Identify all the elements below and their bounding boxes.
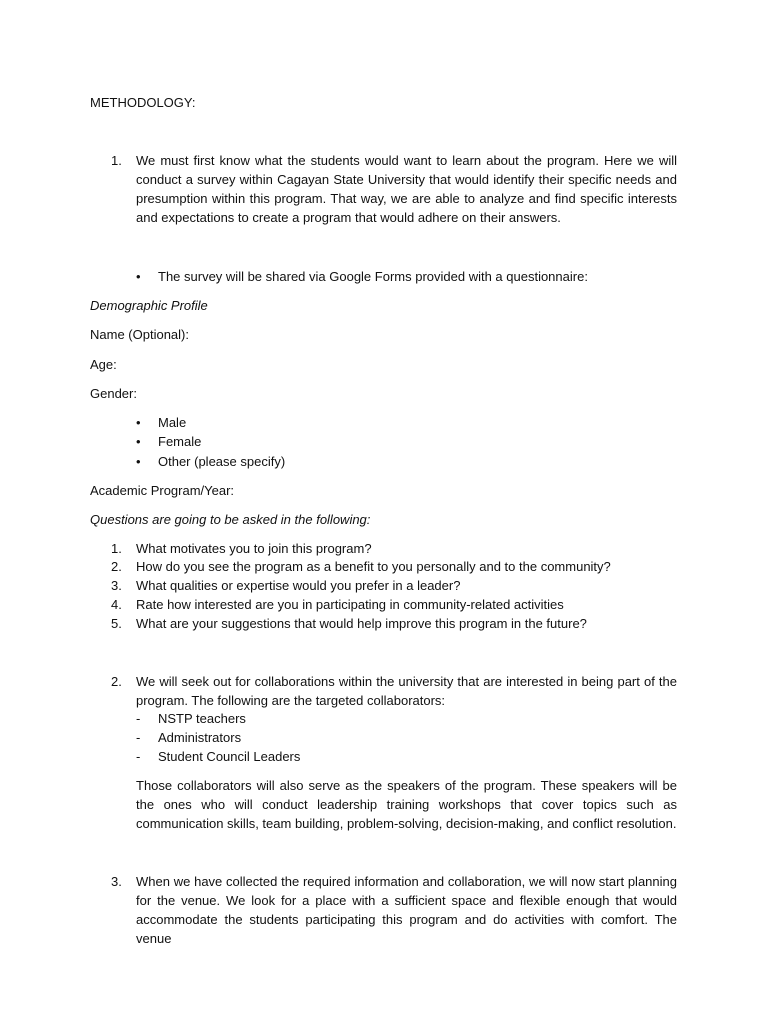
question-number: 2. <box>111 559 122 574</box>
question-number: 5. <box>111 616 122 631</box>
dash-marker: - <box>136 749 141 764</box>
demographic-title: Demographic Profile <box>90 298 208 313</box>
gender-option-male: Male <box>158 415 187 430</box>
questions-intro: Questions are going to be asked in the following: <box>90 512 371 527</box>
step-2-number: 2. <box>111 674 122 689</box>
methodology-heading: METHODOLOGY: <box>90 95 196 110</box>
question-text: How do you see the program as a benefit to you personally and to the community? <box>136 559 611 574</box>
collaborator-item: NSTP teachers <box>158 711 246 726</box>
name-field-label: Name (Optional): <box>90 327 189 342</box>
question-number: 1. <box>111 541 122 556</box>
dash-marker: - <box>136 711 141 726</box>
collaborators-paragraph: Those collaborators will also serve as the speakers of the program. These speakers will be the ones who will conduct leadership training workshops that cover topics such as communication skills, team building, problem-solving, decision-making, and conflict resolution. <box>136 778 677 831</box>
bullet-icon: • <box>136 415 141 430</box>
step-1-text: We must first know what the students would want to learn about the program. Here we will conduct a survey within Cagayan State University that would identify their specific needs and presumption within this program. That way, we are able to analyze and find specific interests and expectations to create a program that would adhere on their answers. <box>136 153 677 225</box>
step-2-text: We will seek out for collaborations within the university that are interested in being part of the program. The following are the targeted collaborators: <box>136 674 677 708</box>
bullet-icon: • <box>136 434 141 449</box>
survey-bullet-text: The survey will be shared via Google Forms provided with a questionnaire: <box>158 269 588 284</box>
bullet-icon: • <box>136 269 141 284</box>
dash-marker: - <box>136 730 141 745</box>
question-text: What motivates you to join this program? <box>136 541 372 556</box>
collaborator-item: Administrators <box>158 730 242 745</box>
age-field-label: Age: <box>90 357 117 372</box>
step-1-number: 1. <box>111 153 122 168</box>
step-3-number: 3. <box>111 874 122 889</box>
question-number: 3. <box>111 578 122 593</box>
collaborator-item: Student Council Leaders <box>158 749 301 764</box>
gender-option-female: Female <box>158 434 202 449</box>
question-text: Rate how interested are you in participating in community-related activities <box>136 597 564 612</box>
step-3-text: When we have collected the required information and collaboration, we will now start planning for the venue. We look for a place with a sufficient space and flexible enough that would accommodate the students participating this program and do activities with comfort. The venue <box>136 874 677 946</box>
academic-field-label: Academic Program/Year: <box>90 483 235 498</box>
bullet-icon: • <box>136 454 141 469</box>
question-number: 4. <box>111 597 122 612</box>
gender-field-label: Gender: <box>90 386 137 401</box>
gender-option-other: Other (please specify) <box>158 454 286 469</box>
question-text: What are your suggestions that would help improve this program in the future? <box>136 616 587 631</box>
question-text: What qualities or expertise would you prefer in a leader? <box>136 578 461 593</box>
